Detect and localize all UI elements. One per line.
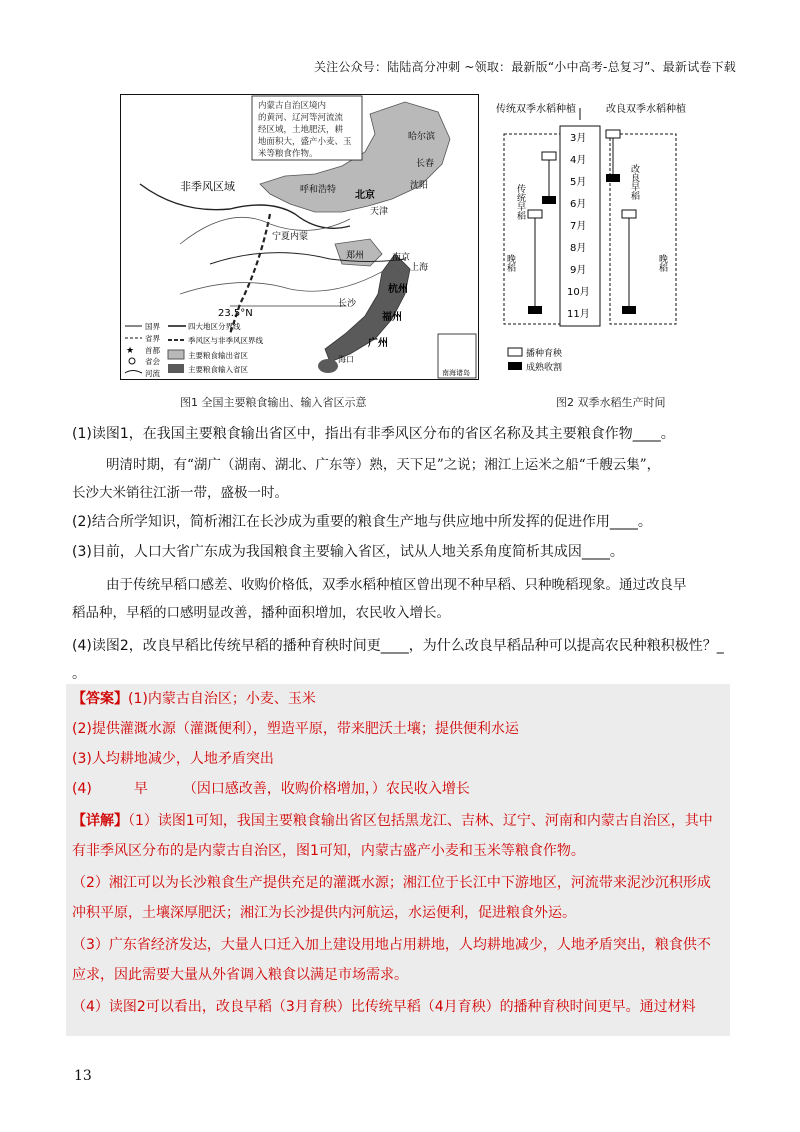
detail-tag: 【详解】	[72, 813, 128, 829]
answer-tag: 【答案】	[72, 691, 128, 707]
detail-line-3a: （3）广东省经济发达，大量人口迁入加上建设用地占用耕地，人均耕地减少，人地矛盾突出，粮食供不	[72, 937, 711, 953]
label-harbin: 哈尔滨	[408, 132, 436, 142]
month-label: 11月	[567, 309, 590, 320]
fig2-left-late: 晚稻	[505, 254, 515, 272]
material-1-line2: 长沙大米销往江浙一带，盛极一时。	[72, 485, 288, 501]
page-number: 13	[74, 1068, 92, 1084]
label-ningxia: 宁夏内蒙	[272, 232, 309, 242]
legend-province: 省界	[145, 334, 160, 343]
label-shenyang: 沈阳	[410, 181, 429, 191]
question-1: (1)读图1，在我国主要粮食输出省区中，指出有非季风区分布的省区名称及其主要粮食作物____。	[72, 426, 675, 442]
fig2-left-early: 传统早稻	[515, 184, 525, 220]
figure1-map	[120, 94, 480, 384]
legend-capital: 首都	[145, 346, 160, 355]
legend-provincial-capital: 省会	[145, 357, 160, 366]
label-guangzhou: 广州	[368, 338, 388, 349]
question-4: (4)读图2，改良早稻比传统早稻的播种育秧时间更____，为什么改良早稻品种可以提高农民种粮积极性？_	[72, 638, 724, 654]
fig2-right-late: 晚稻	[657, 254, 667, 272]
detail-line-3b: 应求，因此需要大量从外省调入粮食以满足市场需求。	[72, 967, 408, 983]
label-latitude: 23.5°N	[218, 308, 253, 319]
month-label: 4月	[570, 155, 587, 166]
legend-output: 主要粮食输出省区	[188, 351, 248, 360]
question-4-end: 。	[72, 666, 86, 682]
material-1-line1: 明清时期，有“湖广（湖南、湖北、广东等）熟，天下足”之说；湘江上运米之船“千艘云集”，	[106, 457, 661, 473]
fig2-legend-seed: 播种育秧	[526, 349, 563, 359]
answer-line-1: 【答案】(1)内蒙古自治区；小麦、玉米	[72, 691, 316, 707]
legend-border: 国界	[145, 322, 160, 331]
callout-line: 米等粮食作物。	[258, 149, 318, 159]
input-region-hainan	[318, 359, 338, 373]
detail-line-4a: （4）读图2可以看出，改良早稻（3月育秧）比传统早稻（4月育秧）的播种育秧时间更早。通过材料	[72, 999, 696, 1015]
detail-line-2b: 冲积平原，土壤深厚肥沃；湘江为长沙提供内河航运，水运便利，促进粮食外运。	[72, 905, 576, 921]
callout-line: 内蒙古自治区境内	[258, 101, 327, 111]
callout-line: 地面积大，盛产小麦、玉	[258, 137, 352, 147]
label-haikou: 海口	[338, 355, 354, 364]
label-non-monsoon: 非季风区域	[180, 180, 235, 193]
month-label: 10月	[567, 287, 590, 298]
answer-line-2: (2)提供灌溉水源（灌溉便利），塑造平原，带来肥沃土壤；提供便利水运	[72, 721, 519, 737]
material-2-line1: 由于传统早稻口感差、收购价格低，双季水稻种植区曾出现不种早稻、只种晚稻现象。通过改良早	[106, 577, 687, 593]
page-header: 关注公众号：陆陆高分冲刺 ~领取：最新版“小中高考-总复习”、最新试卷下载	[313, 60, 736, 74]
detail-line-1b: 有非季风区分布的是内蒙古自治区，图1可知，内蒙古盛产小麦和玉米等粮食作物。	[72, 843, 585, 859]
label-shanghai: 上海	[410, 263, 429, 273]
month-label: 3月	[570, 133, 587, 144]
label-changsha: 长沙	[338, 299, 357, 309]
label-changchun: 长春	[416, 159, 435, 169]
question-3: (3)目前，人口大省广东成为我国粮食主要输入省区，试从人地关系角度简析其成因____。	[72, 544, 624, 560]
callout-line: 经区域，土地肥沃，耕	[258, 125, 344, 135]
figure1-caption: 图1 全国主要粮食输出、输入省区示意	[180, 396, 367, 409]
fig2-legend-harvest: 成熟收割	[526, 363, 563, 373]
month-column	[560, 126, 600, 326]
label-beijing: 北京	[355, 190, 375, 201]
label-fuzhou: 福州	[382, 312, 402, 323]
legend-river: 河流	[145, 369, 160, 378]
callout-line: 的黄河、辽河等河流流	[258, 113, 344, 123]
label-hangzhou: 杭州	[388, 284, 408, 295]
fig2-left-title: 传统双季水稻种植	[496, 104, 576, 115]
material-2-line2: 稻品种，早稻的口感明显改善，播种面积增加，农民收入增长。	[72, 605, 450, 621]
figure2-rice-chart	[494, 98, 694, 383]
label-zhengzhou: 郑州	[346, 251, 365, 261]
month-label: 5月	[570, 177, 587, 188]
answer-line-3: (3)人均耕地减少，人地矛盾突出	[72, 751, 274, 767]
answer-section	[66, 684, 730, 1036]
label-hohhot: 呼和浩特	[300, 185, 337, 195]
detail-line-1a: 【详解】（1）读图1可知，我国主要粮食输出省区包括黑龙江、吉林、辽宁、河南和内蒙古自治区，其中	[72, 813, 713, 829]
legend-monsoon-line: 季风区与非季风区界线	[188, 336, 263, 345]
label-south-sea: 南海诸岛	[442, 369, 470, 377]
label-tianjin: 天津	[370, 207, 389, 217]
legend-input: 主要粮食输入省区	[188, 365, 248, 374]
fig2-right-early: 改良早稻	[629, 164, 639, 200]
detail-line-2a: （2）湘江可以为长沙粮食生产提供充足的灌溉水源；湘江位于长江中下游地区，河流带来泥沙沉积形成	[72, 875, 711, 891]
legend-region-line: 四大地区分界线	[188, 322, 241, 331]
question-2: (2)结合所学知识，简析湘江在长沙成为重要的粮食生产地与供应地中所发挥的促进作用____。	[72, 514, 652, 530]
fig2-right-title: 改良双季水稻种植	[606, 104, 686, 115]
month-label: 8月	[570, 243, 587, 254]
svg-text:★: ★	[126, 346, 135, 356]
label-nanjing: 南京	[392, 253, 411, 263]
month-label: 6月	[570, 199, 587, 210]
answer-line-4: (4) 早 （因口感改善，收购价格增加，）农民收入增长	[72, 781, 470, 797]
figure2-caption: 图2 双季水稻生产时间	[556, 396, 666, 409]
month-label: 7月	[570, 221, 587, 232]
month-label: 9月	[570, 265, 587, 276]
